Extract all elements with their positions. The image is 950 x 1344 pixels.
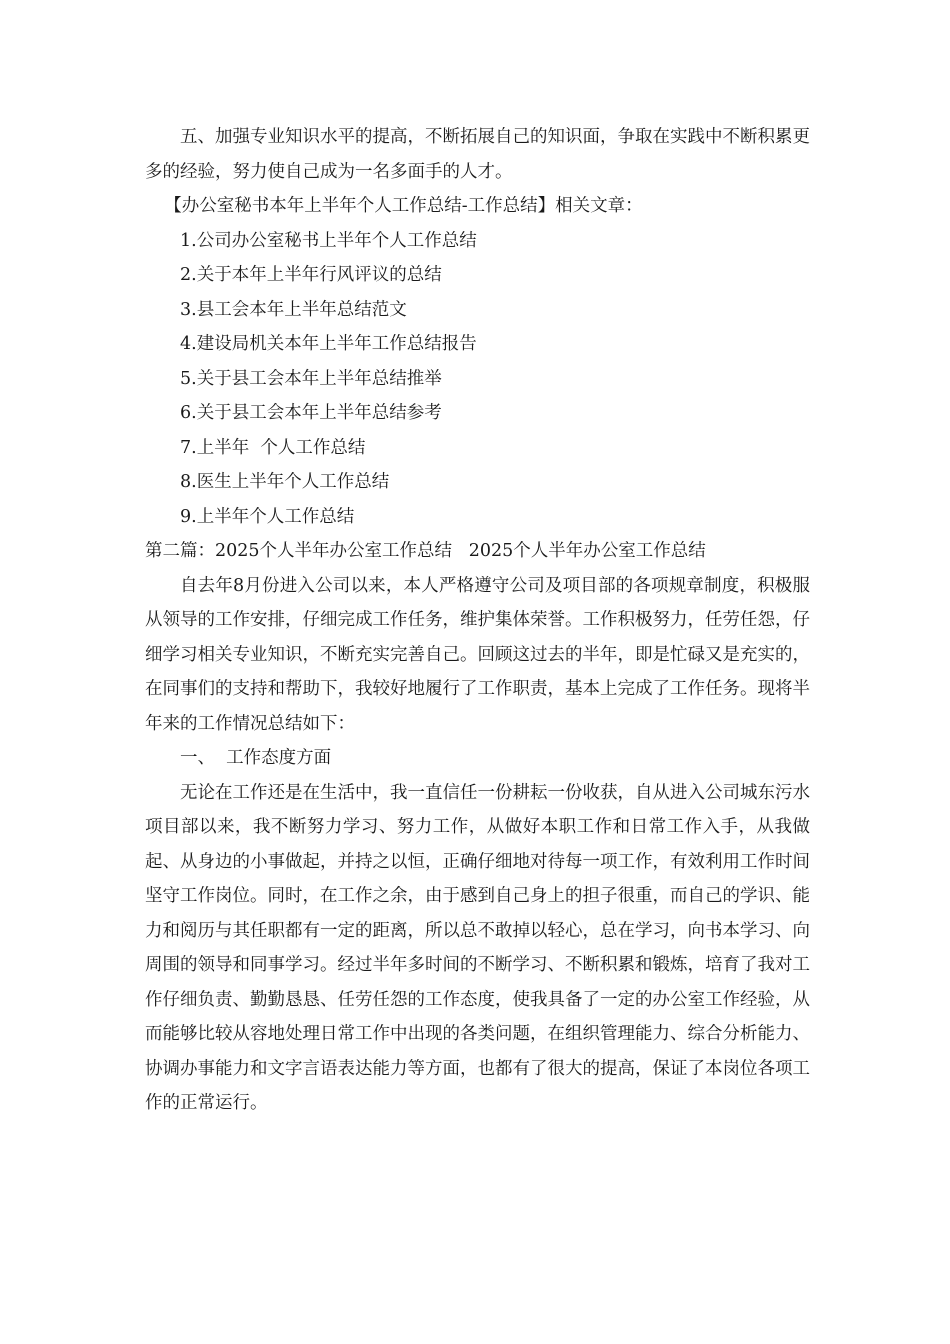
section1-paragraph: 无论在工作还是在生活中，我一直信任一份耕耘一份收获，自从进入公司城东污水项目部以来，我不断努力学习、努力工作，从做好本职工作和日常工作入手，从我做起、从身边的小事做起，并持之以恒，正确仔细地对待每一项工作，有效利用工作时间坚守工作岗位。同时，在工作之余，由于感到自己身上的担子很重，而自己的学识、能力和阅历与其任职都有一定的距离，所以总不敢掉以轻心，总在学习，向书本学习、向周围的领导和同事学习。经过半年多时间的不断学习、不断积累和锻炼，培育了我对工作仔细负责、勤勤恳恳、任劳任怨的工作态度，使我具备了一定的办公室工作经验，从而能够比较从容地处理日常工作中出现的各类问题，在组织管理能力、综合分析能力、协调办事能力和文字言语表达能力等方面，也都有了很大的提高，保证了本岗位各项工作的正常运行。 bbox=[145, 782, 810, 1113]
related-item-3: 3.县工会本年上半年总结范文 bbox=[180, 299, 407, 320]
intro-paragraph: 自去年8月份进入公司以来，本人严格遵守公司及项目部的各项规章制度，积极服从领导的工作安排，仔细完成工作任务，维护集体荣誉。工作积极努力，任劳任怨，仔细学习相关专业知识，不断充实完善自己。回顾这过去的半年，即是忙碌又是充实的，在同事们的支持和帮助下，我较好地履行了工作职责，基本上完成了工作任务。现将半年来的工作情况总结如下： bbox=[145, 575, 810, 734]
related-item-2: 2.关于本年上半年行风评议的总结 bbox=[180, 265, 442, 285]
related-articles-header: 【办公室秘书本年上半年个人工作总结-工作总结】相关文章： bbox=[164, 196, 643, 216]
related-item-7: 7.上半年 个人工作总结 bbox=[180, 437, 366, 458]
related-item-9: 9.上半年个人工作总结 bbox=[180, 506, 355, 527]
document-body bbox=[145, 120, 810, 1121]
section1-heading: 一、 工作态度方面 bbox=[180, 748, 332, 768]
section5-paragraph: 五、加强专业知识水平的提高，不断拓展自己的知识面，争取在实践中不断积累更多的经验，努力使自己成为一名多面手的人才。 bbox=[145, 127, 810, 182]
related-item-4: 4.建设局机关本年上半年工作总结报告 bbox=[180, 334, 477, 354]
related-item-5: 5.关于县工会本年上半年总结推举 bbox=[180, 368, 442, 389]
chapter2-title: 第二篇：2025个人半年办公室工作总结 2025个人半年办公室工作总结 bbox=[145, 541, 706, 561]
related-item-8: 8.医生上半年个人工作总结 bbox=[180, 472, 390, 492]
related-item-6: 6.关于县工会本年上半年总结参考 bbox=[180, 403, 442, 423]
related-item-1: 1.公司办公室秘书上半年个人工作总结 bbox=[180, 230, 477, 251]
